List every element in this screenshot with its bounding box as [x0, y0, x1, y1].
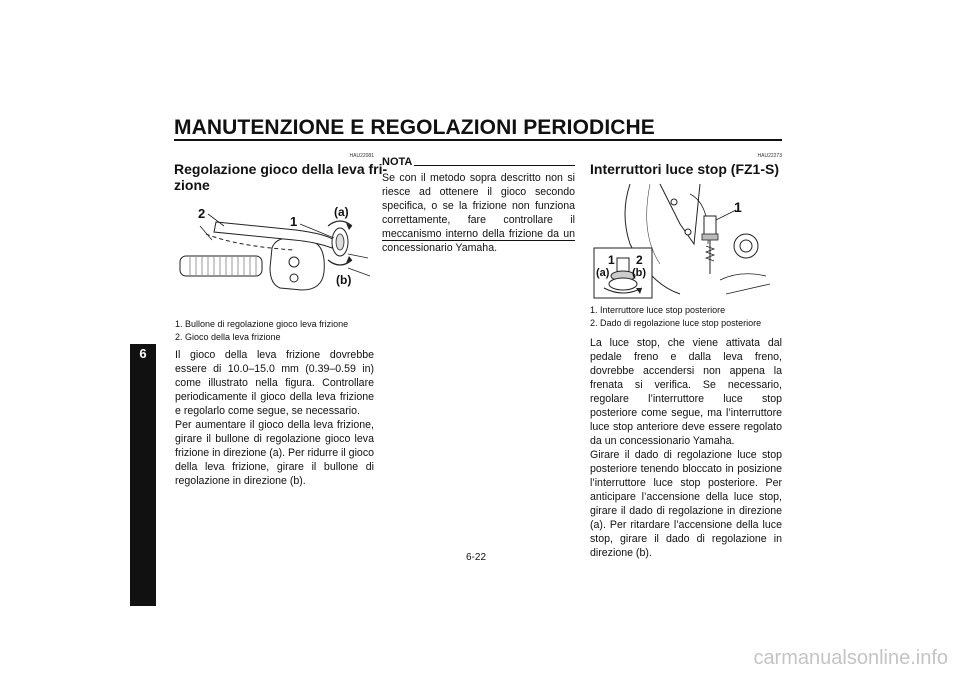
chapter-number: 6: [139, 346, 147, 361]
paragraph: Per aumentare il gioco della leva frizione, girare il bullone di regolazione gioco leva frizione in direzione (a). Per ridurre il gioco della leva frizione, girare il bullone di regolazione in direzione (b).: [175, 419, 375, 487]
section-code: HAU22273: [757, 153, 782, 159]
section-code: HAU22081: [349, 153, 374, 159]
caption-item: 1. Interruttore luce stop posteriore: [590, 305, 726, 315]
watermark: carmanualsonline.info: [753, 647, 948, 669]
inset-label-b: (b): [632, 267, 647, 279]
chapter-tab: [130, 344, 156, 606]
figure-label-1: 1: [290, 214, 298, 229]
paragraph: Il gioco della leva frizione dovrebbe essere di 10.0–15.0 mm (0.39–0.59 in) come illustrato nella figura. Controllare periodicamente il gioco della leva frizione e regolarlo come segue, se necessario.: [175, 349, 374, 417]
note-top-rule: [414, 165, 575, 166]
inset-label-1: 1: [608, 253, 615, 267]
figure-label-2: 2: [198, 206, 206, 221]
brake-switch-figure: [590, 184, 782, 302]
clutch-lever-figure: [176, 196, 374, 308]
page-number: 6-22: [466, 552, 487, 563]
note-label: NOTA: [382, 156, 413, 168]
caption-item: 1. Bullone di regolazione gioco leva frizione: [175, 319, 349, 329]
note-bottom-rule: [382, 240, 575, 241]
inset-label-a: (a): [596, 267, 610, 279]
inset-label-2: 2: [636, 253, 643, 267]
clutch-body-text: [175, 348, 374, 488]
note-text: Se con il metodo sopra descritto non si riesce ad ottenere il gioco secondo specifica, o se la frizione non funziona correttamente, fare controllare il meccanismo interno della frizione da un concessionario Yamaha.: [382, 172, 575, 254]
figure-label-b: (b): [336, 273, 352, 287]
section-heading-brake-switch: Interruttori luce stop (FZ1-S): [590, 161, 779, 177]
clutch-figure-captions: [175, 318, 348, 344]
title-divider: [174, 139, 782, 141]
figure-label-1: 1: [734, 199, 742, 215]
paragraph: Girare il dado di regolazione luce stop posteriore tenendo bloccato in posizione l’interruttore luce stop posteriore. Per anticipare l’accensione della luce stop, girare il dado di regolazione in direzione (a). Per ritardare l’accensione della luce stop, girare il dado di regolazione in direzione (b).: [590, 449, 782, 559]
section-heading-clutch: [174, 161, 387, 193]
page-title: MANUTENZIONE E REGOLAZIONI PERIODICHE: [174, 116, 655, 139]
paragraph: La luce stop, che viene attivata dal pedale freno e dalla leva freno, dovrebbe accendersi non appena la frenata si verifica. Se necessario, regolare l’interruttore luce stop posteriore come segue, ma l’interruttore luce stop anteriore deve essere regolato da un concessionario Yamaha.: [590, 337, 782, 447]
caption-item: 2. Gioco della leva frizione: [175, 332, 281, 342]
figure-label-a: (a): [334, 205, 349, 219]
brake-figure-captions: [590, 304, 761, 330]
heading-line-2: zione: [174, 177, 210, 193]
heading-line-1: Regolazione gioco della leva fri-: [174, 161, 388, 177]
caption-item: 2. Dado di regolazione luce stop posteriore: [590, 318, 762, 328]
brake-body-text: [590, 336, 782, 560]
